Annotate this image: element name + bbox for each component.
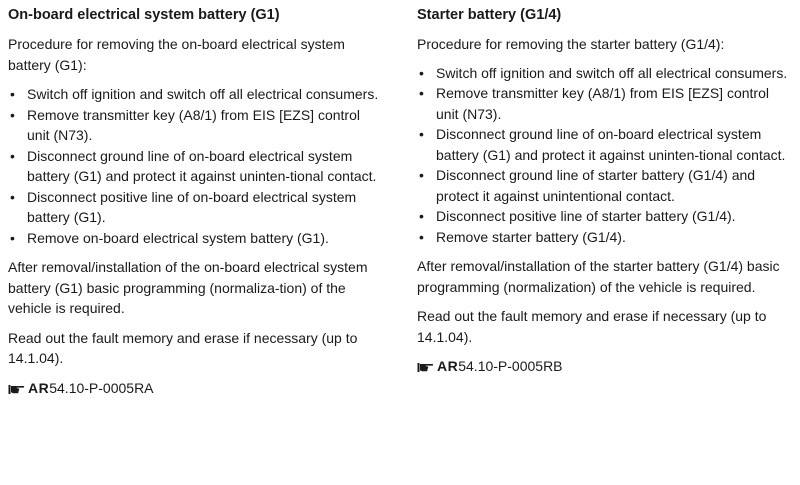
step-text: Remove on-board electrical system battery (G1). bbox=[27, 229, 329, 246]
step-text: Remove starter battery (G1/4). bbox=[436, 228, 626, 245]
procedure-intro: Procedure for removing the on-board electrical system battery (G1): bbox=[8, 36, 345, 73]
procedure-step bbox=[8, 187, 386, 228]
procedure-step bbox=[8, 105, 386, 146]
pointing-hand-icon bbox=[8, 380, 25, 401]
bullet-icon: • bbox=[419, 208, 424, 224]
procedure-step bbox=[417, 83, 795, 124]
bullet-icon: • bbox=[10, 188, 15, 205]
procedure-step bbox=[8, 146, 386, 187]
bullet-icon: • bbox=[419, 126, 424, 142]
reference-code: 54.10-P-0005RB bbox=[458, 358, 563, 374]
procedure-step bbox=[417, 63, 795, 84]
procedure-step bbox=[417, 206, 795, 227]
bullet-icon: • bbox=[10, 229, 15, 246]
section-starter-battery bbox=[417, 5, 795, 379]
reference-prefix: AR bbox=[437, 358, 459, 374]
reference-prefix: AR bbox=[28, 379, 50, 396]
procedure-step bbox=[8, 84, 386, 105]
step-text: Disconnect ground line of on-board electrical system battery (G1) and protect it against uninten-tional contact. bbox=[436, 126, 786, 163]
section-heading: Starter battery (G1/4) bbox=[417, 7, 562, 23]
programming-note: After removal/installation of the starter battery (G1/4) basic programming (normalization) of the vehicle is required. bbox=[417, 258, 780, 295]
step-text: Disconnect positive line of starter battery (G1/4). bbox=[436, 208, 736, 224]
step-text: Remove transmitter key (A8/1) from EIS [EZS] control unit (N73). bbox=[436, 85, 769, 122]
procedure-step bbox=[417, 124, 795, 165]
step-text: Disconnect ground line of on-board electrical system battery (G1) and protect it against uninten-tional contact. bbox=[27, 147, 377, 184]
step-text: Disconnect positive line of on-board electrical system battery (G1). bbox=[27, 188, 357, 225]
section-onboard-battery bbox=[8, 5, 386, 400]
bullet-icon: • bbox=[419, 167, 424, 183]
programming-note: After removal/installation of the on-board electrical system battery (G1) basic programming (normaliza-tion) of the vehicle is required. bbox=[8, 259, 368, 316]
step-text: Disconnect ground line of starter battery (G1/4) and protect it against unintentional contact. bbox=[436, 167, 756, 204]
step-text: Remove transmitter key (A8/1) from EIS [EZS] control unit (N73). bbox=[27, 106, 360, 143]
bullet-icon: • bbox=[419, 64, 424, 81]
procedure-intro: Procedure for removing the starter battery (G1/4): bbox=[417, 36, 725, 52]
procedure-steps bbox=[417, 63, 795, 248]
bullet-icon: • bbox=[419, 228, 424, 245]
fault-memory-note: Read out the fault memory and erase if necessary (up to 14.1.04). bbox=[417, 308, 767, 345]
reference-code: 54.10-P-0005RA bbox=[49, 379, 154, 396]
procedure-step bbox=[417, 165, 795, 206]
fault-memory-note: Read out the fault memory and erase if necessary (up to 14.1.04). bbox=[8, 329, 358, 366]
reference-link[interactable] bbox=[8, 378, 386, 401]
section-heading: On-board electrical system battery (G1) bbox=[8, 7, 280, 23]
bullet-icon: • bbox=[10, 106, 15, 123]
procedure-step bbox=[417, 227, 795, 248]
procedure-step bbox=[8, 228, 386, 249]
step-text: Switch off ignition and switch off all electrical consumers. bbox=[27, 86, 379, 102]
pointing-hand-icon bbox=[417, 358, 434, 379]
step-text: Switch off ignition and switch off all electrical consumers. bbox=[436, 64, 788, 81]
procedure-steps bbox=[8, 84, 386, 248]
reference-link[interactable] bbox=[417, 356, 795, 379]
bullet-icon: • bbox=[419, 85, 424, 101]
bullet-icon: • bbox=[10, 147, 15, 164]
bullet-icon: • bbox=[10, 86, 15, 102]
